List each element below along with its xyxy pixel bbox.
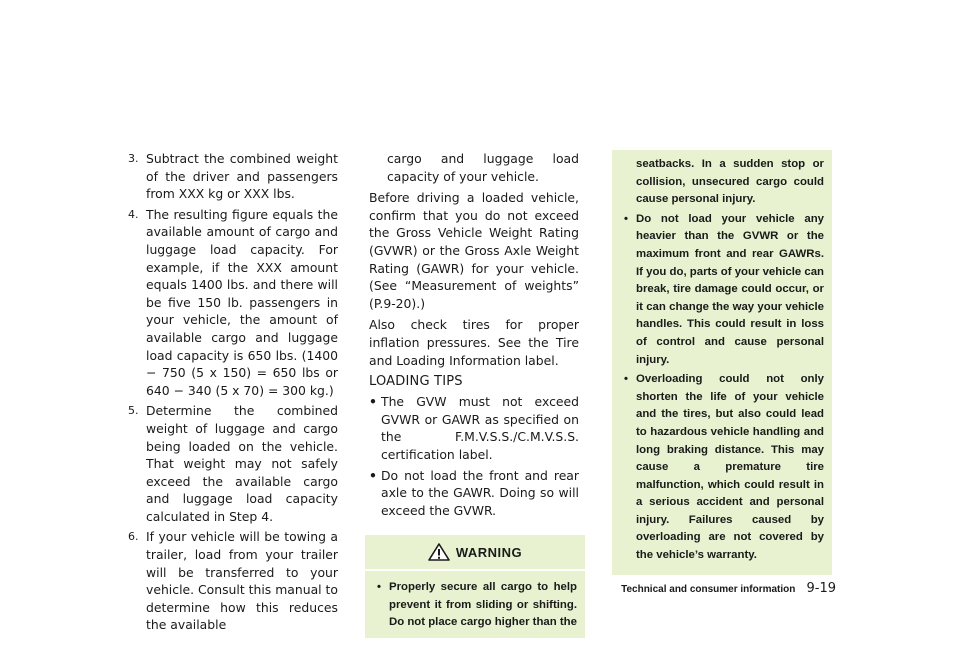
loading-tip-item [369, 467, 579, 520]
section-heading: LOADING TIPS [369, 374, 463, 390]
page-number: 9-19 [806, 581, 836, 596]
step-6-continuation: cargo and luggage load capacity of your vehicle. [387, 151, 579, 184]
column-right [616, 150, 826, 575]
loading-tip-item [369, 393, 579, 463]
bullet-marker: • [624, 212, 628, 225]
warning-box [365, 535, 585, 638]
warning-item [377, 579, 577, 632]
warning-title: WARNING [455, 544, 523, 560]
paragraph-loaded-vehicle: Before driving a loaded vehicle, confirm that you do not exceed the Gross Vehicle Weight Rating (GVWR) or the Gross Axle Weight Rating (GAWR) for your vehicle. (See “Measurement of weights” (P.9-20).) [369, 190, 579, 311]
column-left [128, 150, 338, 637]
step-item-5 [128, 402, 338, 525]
warning-item [624, 211, 824, 369]
warning-box-continued [612, 150, 832, 575]
warning-item [624, 371, 824, 565]
bullet-marker: • [369, 467, 377, 483]
warning-continuation-text: seatbacks. In a sudden stop or collision, unsecured cargo could cause personal injury. [636, 158, 824, 206]
step-number: 6. [128, 530, 139, 544]
section-name: Technical and consumer information [621, 584, 796, 595]
step-text: Subtract the combined weight of the driver and passengers from XXX kg or XXX lbs. [146, 151, 338, 202]
step-item-4 [128, 206, 338, 400]
warning-text: Overloading could not only shorten the life of your vehicle and the tires, but also could lead to hazardous vehicle handling and long braking distance. This may cause a premature tire malfunction, which could result in a serious accident and personal injury. Failures caused by overloading are not covered by the vehicle’s warranty. [636, 373, 824, 562]
step-number: 4. [128, 207, 139, 221]
bullet-marker: • [624, 373, 628, 386]
step-text: If your vehicle will be towing a trailer, load from your trailer will be transferred to your vehicle. Consult this manual to determine how this reduces the available [146, 529, 338, 633]
column-middle [369, 150, 579, 638]
loading-tip-text: The GVW must not exceed GVWR or GAWR as specified on the F.M.V.S.S./C.M.V.S.S. certification label. [381, 394, 579, 462]
step-item-3 [128, 150, 338, 203]
warning-body [365, 571, 585, 632]
step-item-6 [128, 528, 338, 634]
warning-triangle-icon [428, 543, 450, 561]
warning-header [365, 535, 585, 571]
step-text: The resulting figure equals the available amount of cargo and luggage load capacity. For example, if the XXX amount equals 1400 lbs. and there will be five 150 lb. passengers in your vehicle, the amount of available cargo and luggage load capacity is 650 lbs. (1400 − 750 (5 x 150) = 650 lbs or 640 − 340 (5 x 70) = 300 kg.) [146, 206, 338, 398]
bullet-marker: • [377, 581, 381, 594]
warning-text: Properly secure all cargo to help prevent it from sliding or shifting. Do not place cargo higher than the [389, 581, 577, 629]
loading-tip-text: Do not load the front and rear axle to the GAWR. Doing so will exceed the GVWR. [381, 467, 579, 518]
page-footer [616, 577, 836, 596]
bullet-marker: • [369, 394, 377, 410]
step-number: 5. [128, 404, 139, 418]
step-text: Determine the combined weight of luggage and cargo being loaded on the vehicle. That weight may not safely exceed the available cargo and luggage load capacity calculated in Step 4. [146, 403, 338, 524]
paragraph-tire-pressure: Also check tires for proper inflation pressures. See the Tire and Loading Information label. [369, 317, 579, 368]
step-number: 3. [128, 152, 139, 165]
warning-text: Do not load your vehicle any heavier than the GVWR or the maximum front and rear GAWRs. If you do, parts of your vehicle can break, tire damage could occur, or it can change the way your vehicle handles. This could result in loss of control and cause personal injury. [636, 212, 824, 366]
